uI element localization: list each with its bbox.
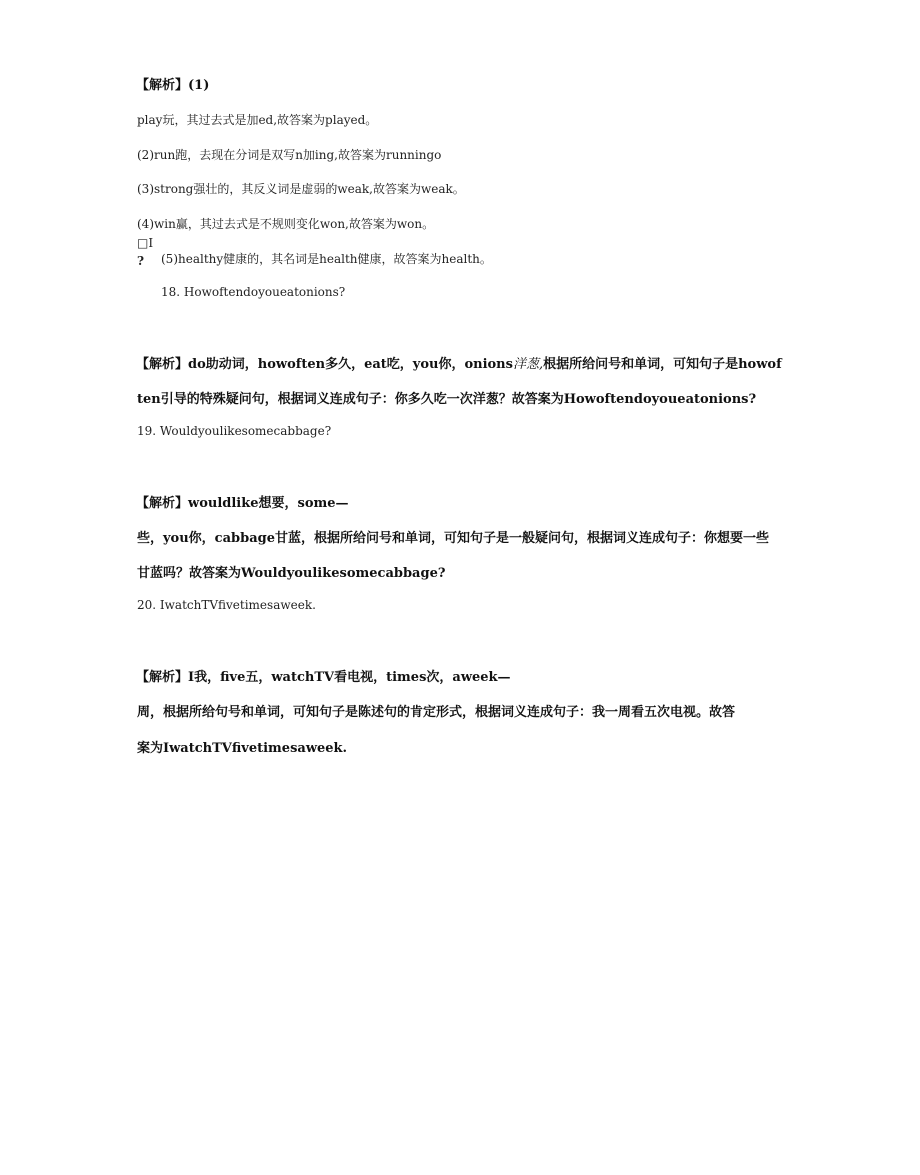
- analysis-line: play玩，其过去式是加ed,故答案为played。: [137, 113, 378, 127]
- broken-glyph: ?: [137, 254, 145, 268]
- analysis-heading: 【解析】I我，five五，watchTV看电视，times次，aweek—: [136, 670, 511, 685]
- analysis-line: (2)run跑，去现在分词是双写n加ing,故答案为runningo: [137, 148, 442, 162]
- analysis-line: 甘蓝吗？故答案为Wouldyoulikesomecabbage?: [137, 566, 446, 581]
- analysis-italic-text: 洋葱,: [512, 357, 544, 372]
- analysis-line: 周，根据所给句号和单词，可知句子是陈述句的肯定形式，根据词义连成句子：我一周看五次电视。故答: [137, 705, 736, 720]
- analysis-text: 【解析】do助动词，howoften多久，eat吃，you你，onions: [136, 357, 513, 372]
- analysis-line: (4)win赢，其过去式是不规则变化won,故答案为won。: [137, 217, 435, 231]
- analysis-line: [136, 353, 782, 372]
- question-19: 19. Wouldyoulikesomecabbage?: [137, 424, 332, 438]
- analysis-text: 根据所给问号和单词，可知句子是howof: [543, 357, 782, 372]
- analysis-heading-1: 【解析】(1): [136, 78, 210, 93]
- question-20: 20. IwatchTVfivetimesaweek.: [137, 598, 316, 612]
- analysis-line: 些，you你，cabbage甘蓝，根据所给问号和单词，可知句子是一般疑问句，根据词义连成句子：你想要一些: [137, 531, 769, 546]
- analysis-line: (5)healthy健康的，其名词是health健康，故答案为health。: [161, 252, 492, 266]
- analysis-line: ten引导的特殊疑问句，根据词义连成句子：你多久吃一次洋葱？故答案为Howoftendoyoueatonions?: [137, 392, 757, 407]
- broken-glyph: □I: [137, 236, 154, 250]
- question-18: 18. Howoftendoyoueatonions?: [161, 285, 346, 299]
- analysis-line: (3)strong强壮的，其反义词是虚弱的weak,故答案为weak。: [137, 182, 465, 196]
- analysis-line: 案为IwatchTVfivetimesaweek.: [137, 741, 348, 756]
- analysis-heading: 【解析】wouldlike想要，some—: [136, 496, 349, 511]
